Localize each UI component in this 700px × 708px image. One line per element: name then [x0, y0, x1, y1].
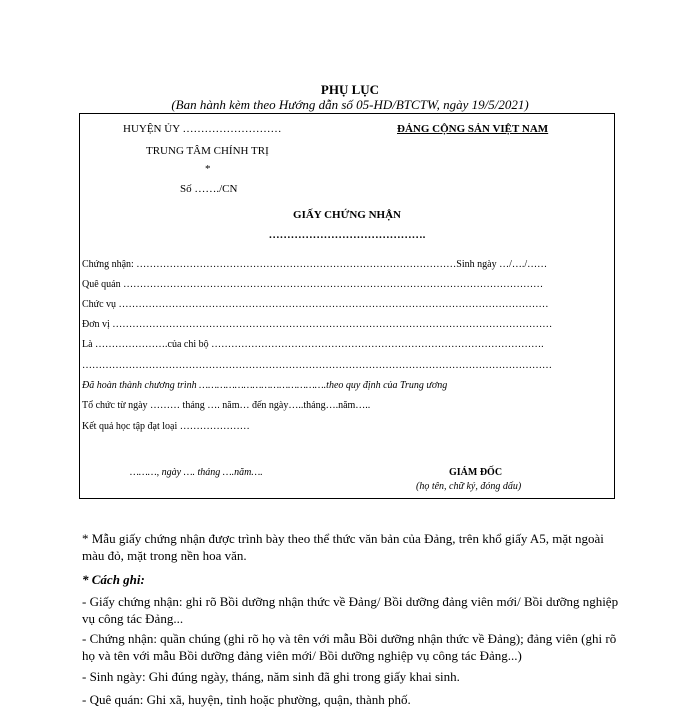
field-position: Chức vụ ………………………………………………………………………………………………………………… [82, 299, 549, 310]
appendix-subtitle: (Ban hành kèm theo Hướng dẫn số 05-HD/BTCTW, ngày 19/5/2021) [171, 97, 529, 112]
note-item: - Quê quán: Ghi xã, huyện, tỉnh hoặc phường, quận, thành phố. [82, 692, 411, 707]
left-organization: HUYỆN ỦY ……………………… [123, 123, 282, 135]
certificate-title-dots: ……………………………………. [268, 229, 426, 241]
field-certified: Chứng nhận: ……………………………………………………………………………………Sinh ngày …/…./…… [82, 259, 548, 270]
field-extra: …………………………………………………………………………………………………………………………… [82, 360, 552, 371]
document-number: Số ……./CN [180, 183, 238, 195]
note-heading: * Cách ghi: [82, 572, 145, 587]
center-name: TRUNG TÂM CHÍNH TRỊ [146, 145, 269, 157]
field-branch: Là ………………….của chi bộ ………………………………………………………………………………………. [82, 339, 544, 350]
field-hometown: Quê quán ……………………………………………………………………………………………………………… [82, 279, 544, 290]
party-name: ĐẢNG CỘNG SẢN VIỆT NAM [397, 123, 549, 135]
field-organized: Tổ chức từ ngày ……… tháng …. năm… đến ngày…..tháng….năm….. [82, 400, 371, 411]
appendix-title: PHỤ LỤC [320, 82, 380, 97]
field-unit: Đơn vị …………………………………………………………………………………………………………………… [82, 319, 553, 330]
signer-title: GIÁM ĐỐC [449, 467, 503, 478]
signer-note: (họ tên, chữ ký, đóng dấu) [416, 481, 522, 492]
note-item: - Sinh ngày: Ghi đúng ngày, tháng, năm sinh đã ghi trong giấy khai sinh. [82, 669, 460, 684]
date-line: ………, ngày …. tháng ….năm…. [130, 467, 263, 478]
note-format: * Mẫu giấy chứng nhận được trình bày theo thể thức văn bản của Đảng, trên khổ giấy A5, mặt ngoài màu đỏ, mặt trong nền hoa văn. [82, 531, 604, 563]
field-result: Kết quả học tập đạt loại ………………… [82, 421, 250, 432]
field-completed: Đã hoàn thành chương trình …………………………………….theo quy định của Trung ương [82, 380, 448, 391]
certificate-title: GIẤY CHỨNG NHẬN [293, 209, 401, 221]
note-item: - Giấy chứng nhận: ghi rõ Bồi dưỡng nhận thức về Đảng/ Bồi dưỡng đảng viên mới/ Bồi dưỡng nghiệp vụ công tác Đảng... [82, 594, 619, 626]
star-mark: * [205, 163, 211, 175]
note-item: - Chứng nhận: quần chúng (ghi rõ họ và tên với mẫu Bồi dưỡng nhận thức về Đảng); đảng viên (ghi rõ họ và tên với mẫu Bồi dưỡng đảng viên mới/ Bồi dưỡng nghiệp vụ công tác Đảng...) [82, 631, 617, 663]
